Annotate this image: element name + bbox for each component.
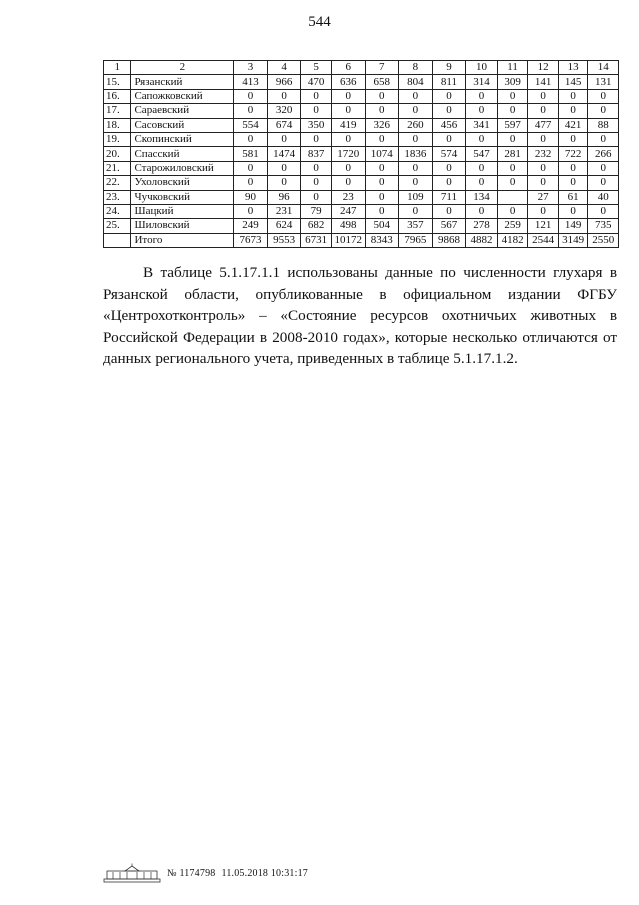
value-cell: 231: [267, 204, 301, 218]
row-index-cell: [104, 233, 131, 247]
value-cell: 504: [365, 219, 399, 233]
value-cell: 0: [466, 176, 498, 190]
value-cell: 682: [301, 219, 332, 233]
value-cell: 0: [365, 104, 399, 118]
value-cell: 12: [528, 61, 559, 75]
value-cell: 6: [331, 61, 365, 75]
value-cell: 0: [365, 176, 399, 190]
value-cell: 0: [365, 89, 399, 103]
value-cell: 134: [466, 190, 498, 204]
value-cell: 121: [528, 219, 559, 233]
value-cell: 0: [365, 132, 399, 146]
value-cell: 498: [331, 219, 365, 233]
value-cell: 8343: [365, 233, 399, 247]
value-cell: 0: [399, 176, 433, 190]
value-cell: 0: [234, 204, 268, 218]
district-name-cell: Рязанский: [131, 75, 234, 89]
row-index-cell: 23.: [104, 190, 131, 204]
value-cell: 27: [528, 190, 559, 204]
value-cell: 421: [558, 118, 588, 132]
value-cell: 0: [588, 104, 619, 118]
district-name-cell: Спасский: [131, 147, 234, 161]
value-cell: 0: [588, 132, 619, 146]
row-index-cell: 25.: [104, 219, 131, 233]
value-cell: 0: [466, 204, 498, 218]
value-cell: 247: [331, 204, 365, 218]
value-cell: 3149: [558, 233, 588, 247]
value-cell: 0: [432, 132, 466, 146]
value-cell: 0: [301, 89, 332, 103]
value-cell: 314: [466, 75, 498, 89]
value-cell: 567: [432, 219, 466, 233]
value-cell: 10: [466, 61, 498, 75]
row-index-cell: 18.: [104, 118, 131, 132]
value-cell: 232: [528, 147, 559, 161]
value-cell: 0: [558, 132, 588, 146]
value-cell: 9: [432, 61, 466, 75]
value-cell: 0: [528, 89, 559, 103]
value-cell: 8: [399, 61, 433, 75]
table-row: [104, 132, 619, 146]
value-cell: 0: [466, 132, 498, 146]
district-name-cell: Ухоловский: [131, 176, 234, 190]
value-cell: 0: [301, 190, 332, 204]
value-cell: [497, 190, 528, 204]
value-cell: 0: [528, 176, 559, 190]
value-cell: 266: [588, 147, 619, 161]
value-cell: 11: [497, 61, 528, 75]
government-building-icon: [103, 863, 161, 883]
value-cell: 0: [267, 161, 301, 175]
data-table: [103, 60, 619, 248]
value-cell: 23: [331, 190, 365, 204]
value-cell: 547: [466, 147, 498, 161]
value-cell: 0: [528, 204, 559, 218]
value-cell: 1074: [365, 147, 399, 161]
value-cell: 281: [497, 147, 528, 161]
value-cell: 0: [365, 161, 399, 175]
value-cell: 0: [497, 204, 528, 218]
value-cell: 326: [365, 118, 399, 132]
value-cell: 141: [528, 75, 559, 89]
value-cell: 259: [497, 219, 528, 233]
value-cell: 0: [301, 132, 332, 146]
row-index-cell: 22.: [104, 176, 131, 190]
value-cell: 0: [234, 176, 268, 190]
row-index-cell: 24.: [104, 204, 131, 218]
value-cell: 131: [588, 75, 619, 89]
value-cell: 0: [466, 89, 498, 103]
value-cell: 0: [301, 176, 332, 190]
body-paragraph: В таблице 5.1.17.1.1 использованы данные по численности глухаря в Рязанской области, опубликованные в официальном издании ФГБУ «Центрохотконтроль» – «Состояние ресурсов охотничьих животных в Российской Федерации в 2008-2010 годах», которые несколько отличаются от данных регионального учета, приведенных в таблице 5.1.17.1.2.: [103, 264, 617, 367]
value-cell: 4882: [466, 233, 498, 247]
value-cell: 581: [234, 147, 268, 161]
district-name-cell: Скопинский: [131, 132, 234, 146]
value-cell: 0: [399, 132, 433, 146]
value-cell: 357: [399, 219, 433, 233]
document-number: № 1174798: [167, 867, 216, 879]
value-cell: 0: [432, 176, 466, 190]
value-cell: 0: [234, 104, 268, 118]
row-index-cell: 16.: [104, 89, 131, 103]
table-row: [104, 190, 619, 204]
table-row: [104, 219, 619, 233]
value-cell: 0: [588, 204, 619, 218]
value-cell: 0: [466, 104, 498, 118]
table-row: [104, 118, 619, 132]
value-cell: 456: [432, 118, 466, 132]
value-cell: 0: [267, 89, 301, 103]
value-cell: 0: [466, 161, 498, 175]
value-cell: 0: [432, 89, 466, 103]
value-cell: 0: [432, 104, 466, 118]
value-cell: 320: [267, 104, 301, 118]
value-cell: 0: [588, 89, 619, 103]
value-cell: 574: [432, 147, 466, 161]
table-row: [104, 75, 619, 89]
document-timestamp: 11.05.2018 10:31:17: [221, 867, 308, 879]
value-cell: 0: [497, 132, 528, 146]
table-row: [104, 204, 619, 218]
value-cell: 711: [432, 190, 466, 204]
value-cell: 260: [399, 118, 433, 132]
value-cell: 7673: [234, 233, 268, 247]
row-index-cell: 19.: [104, 132, 131, 146]
value-cell: 0: [588, 161, 619, 175]
value-cell: 6731: [301, 233, 332, 247]
value-cell: 624: [267, 219, 301, 233]
table-row: [104, 176, 619, 190]
value-cell: 0: [497, 89, 528, 103]
value-cell: 5: [301, 61, 332, 75]
value-cell: 0: [331, 161, 365, 175]
table-row: [104, 233, 619, 247]
value-cell: 149: [558, 219, 588, 233]
value-cell: 966: [267, 75, 301, 89]
district-name-cell: 2: [131, 61, 234, 75]
district-name-cell: Старожиловский: [131, 161, 234, 175]
value-cell: 0: [399, 89, 433, 103]
value-cell: 674: [267, 118, 301, 132]
value-cell: 278: [466, 219, 498, 233]
value-cell: 341: [466, 118, 498, 132]
value-cell: 554: [234, 118, 268, 132]
value-cell: 96: [267, 190, 301, 204]
district-name-cell: Чучковский: [131, 190, 234, 204]
value-cell: 3: [234, 61, 268, 75]
value-cell: 109: [399, 190, 433, 204]
table-row: [104, 104, 619, 118]
value-cell: 0: [331, 176, 365, 190]
value-cell: 0: [365, 204, 399, 218]
value-cell: 13: [558, 61, 588, 75]
value-cell: 658: [365, 75, 399, 89]
district-name-cell: Шиловский: [131, 219, 234, 233]
value-cell: 249: [234, 219, 268, 233]
table-header-row: [104, 61, 619, 75]
value-cell: 40: [588, 190, 619, 204]
district-name-cell: Сасовский: [131, 118, 234, 132]
value-cell: 0: [497, 104, 528, 118]
row-index-cell: 1: [104, 61, 131, 75]
value-cell: 837: [301, 147, 332, 161]
value-cell: 9868: [432, 233, 466, 247]
value-cell: 0: [234, 161, 268, 175]
value-cell: 0: [331, 89, 365, 103]
district-name-cell: Итого: [131, 233, 234, 247]
value-cell: 14: [588, 61, 619, 75]
value-cell: 9553: [267, 233, 301, 247]
value-cell: 722: [558, 147, 588, 161]
value-cell: 309: [497, 75, 528, 89]
footer: [103, 862, 308, 884]
value-cell: 0: [301, 104, 332, 118]
value-cell: 0: [331, 104, 365, 118]
row-index-cell: 20.: [104, 147, 131, 161]
table-row: [104, 89, 619, 103]
value-cell: 0: [497, 161, 528, 175]
table-row: [104, 147, 619, 161]
row-index-cell: 21.: [104, 161, 131, 175]
value-cell: 804: [399, 75, 433, 89]
value-cell: 350: [301, 118, 332, 132]
value-cell: 0: [528, 161, 559, 175]
value-cell: 0: [267, 176, 301, 190]
value-cell: 88: [588, 118, 619, 132]
value-cell: 0: [234, 89, 268, 103]
value-cell: 145: [558, 75, 588, 89]
value-cell: 413: [234, 75, 268, 89]
value-cell: 0: [558, 204, 588, 218]
value-cell: 0: [399, 204, 433, 218]
value-cell: 597: [497, 118, 528, 132]
row-index-cell: 15.: [104, 75, 131, 89]
district-name-cell: Шацкий: [131, 204, 234, 218]
district-name-cell: Сапожковский: [131, 89, 234, 103]
district-name-cell: Сараевский: [131, 104, 234, 118]
table-row: [104, 161, 619, 175]
value-cell: 735: [588, 219, 619, 233]
value-cell: 7: [365, 61, 399, 75]
value-cell: 79: [301, 204, 332, 218]
value-cell: 419: [331, 118, 365, 132]
value-cell: 0: [399, 104, 433, 118]
value-cell: 1836: [399, 147, 433, 161]
value-cell: 0: [558, 89, 588, 103]
value-cell: 4: [267, 61, 301, 75]
value-cell: 636: [331, 75, 365, 89]
value-cell: 477: [528, 118, 559, 132]
row-index-cell: 17.: [104, 104, 131, 118]
value-cell: 0: [234, 132, 268, 146]
value-cell: 0: [432, 161, 466, 175]
value-cell: 7965: [399, 233, 433, 247]
value-cell: 0: [528, 132, 559, 146]
value-cell: 811: [432, 75, 466, 89]
value-cell: 2550: [588, 233, 619, 247]
page-number: 544: [308, 14, 331, 30]
value-cell: 470: [301, 75, 332, 89]
value-cell: 0: [331, 132, 365, 146]
value-cell: 0: [558, 104, 588, 118]
value-cell: 0: [399, 161, 433, 175]
value-cell: 1720: [331, 147, 365, 161]
value-cell: 61: [558, 190, 588, 204]
value-cell: 0: [497, 176, 528, 190]
value-cell: 0: [432, 204, 466, 218]
value-cell: 0: [528, 104, 559, 118]
value-cell: 90: [234, 190, 268, 204]
value-cell: 4182: [497, 233, 528, 247]
value-cell: 0: [365, 190, 399, 204]
value-cell: 0: [267, 132, 301, 146]
value-cell: 0: [588, 176, 619, 190]
value-cell: 10172: [331, 233, 365, 247]
value-cell: 0: [558, 161, 588, 175]
value-cell: 0: [301, 161, 332, 175]
value-cell: 1474: [267, 147, 301, 161]
value-cell: 0: [558, 176, 588, 190]
value-cell: 2544: [528, 233, 559, 247]
